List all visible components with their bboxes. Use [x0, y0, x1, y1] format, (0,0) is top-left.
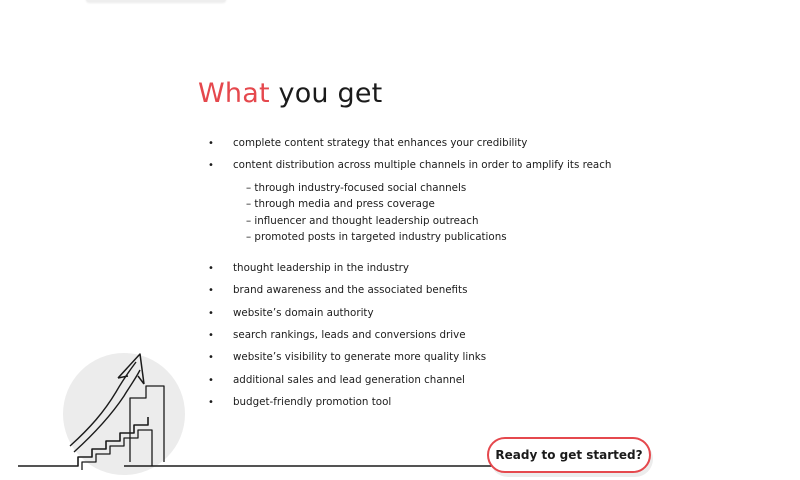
benefit-text: thought leadership in the industry: [233, 262, 409, 274]
channel-item: – through industry-focused social channels: [246, 182, 467, 194]
benefit-item: [208, 261, 409, 275]
benefit-item: [208, 158, 611, 172]
channel-item: – through media and press coverage: [246, 198, 435, 210]
bullet: •: [208, 397, 214, 408]
heading-accent-word: What: [198, 78, 270, 109]
benefit-item: [208, 306, 374, 320]
benefit-text: additional sales and lead generation channel: [233, 374, 465, 386]
bullet: •: [208, 263, 214, 274]
bullet: •: [208, 285, 214, 296]
channel-item: – promoted posts in targeted industry publications: [246, 231, 507, 243]
bullet: •: [208, 160, 214, 171]
benefit-text: website’s visibility to generate more quality links: [233, 351, 487, 363]
benefit-text: brand awareness and the associated benefits: [233, 284, 468, 296]
benefit-text: complete content strategy that enhances your credibility: [233, 137, 528, 149]
bullet: •: [208, 138, 214, 149]
benefit-item: [208, 283, 467, 297]
heading-rest: you get: [269, 78, 383, 109]
benefit-text: content distribution across multiple channels in order to amplify its reach: [233, 159, 612, 171]
benefit-text: website’s domain authority: [233, 307, 374, 319]
benefit-item: [208, 395, 391, 409]
bullet: •: [208, 352, 214, 363]
channel-item: – influencer and thought leadership outreach: [246, 215, 479, 227]
bullet: •: [208, 308, 214, 319]
get-started-button[interactable]: Ready to get started?: [487, 437, 651, 473]
benefit-item: [208, 136, 527, 150]
benefit-text: budget-friendly promotion tool: [233, 396, 392, 408]
bullet: •: [208, 330, 214, 341]
benefit-item: [208, 373, 465, 387]
benefit-text: search rankings, leads and conversions drive: [233, 329, 466, 341]
benefit-item: [208, 328, 466, 342]
bullet: •: [208, 375, 214, 386]
benefit-item: [208, 350, 486, 364]
